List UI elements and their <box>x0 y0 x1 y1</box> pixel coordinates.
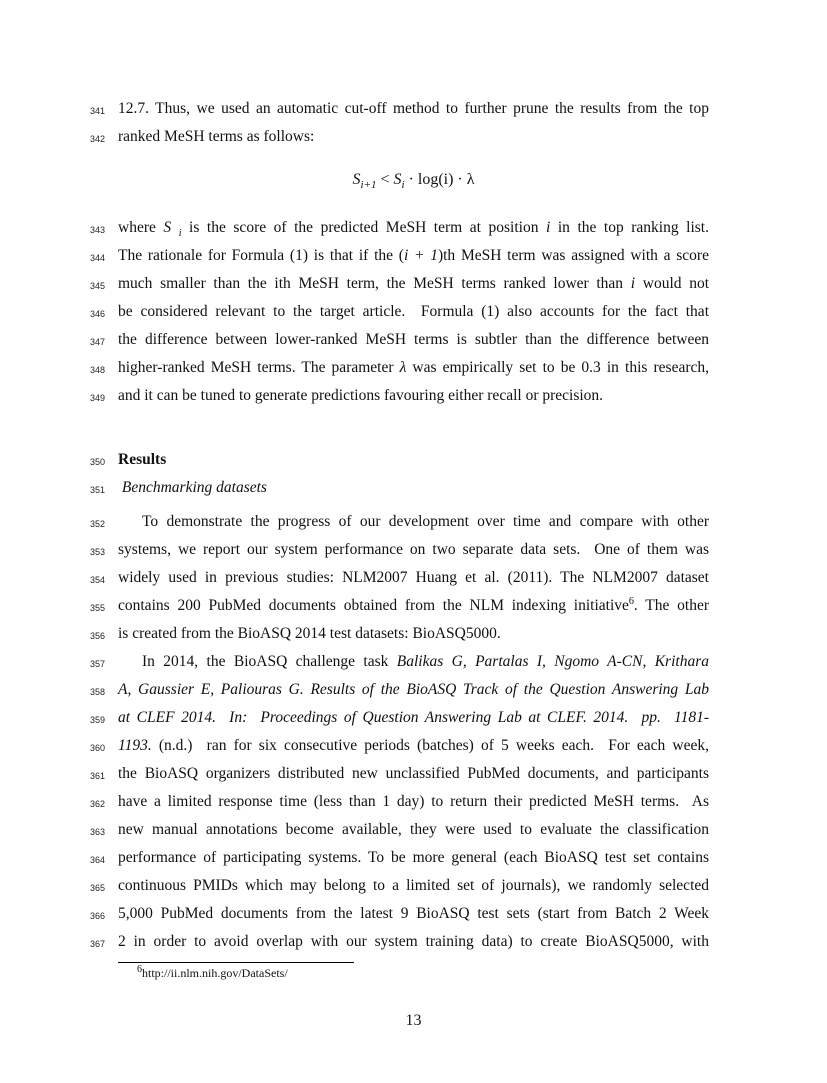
line-number: 357 <box>89 659 105 669</box>
text-line <box>0 736 827 764</box>
line-number: 366 <box>89 911 105 921</box>
line-text: the difference between lower-ranked MeSH terms is subtler than the difference between <box>118 331 709 348</box>
line-number: 343 <box>89 225 105 235</box>
line-number: 346 <box>89 309 105 319</box>
formula-1: $S_{i+1} < S_i \cdot \log(i) \cdot \lambda$ <box>352 171 475 192</box>
text-line <box>0 904 827 932</box>
line-number: 356 <box>89 631 105 641</box>
line-number: 354 <box>89 575 105 585</box>
line-text: A, Gaussier E, Paliouras G. Results of the BioASQ Track of the Question Answering Lab <box>118 681 709 698</box>
line-number: 350 <box>89 457 105 467</box>
line-text: To demonstrate the progress of our development over time and compare with other <box>142 513 709 530</box>
text-line <box>0 302 827 330</box>
text-line <box>0 450 827 478</box>
line-text: systems, we report our system performance on two separate data sets. One of them was <box>118 541 709 558</box>
line-text: Results <box>118 451 167 468</box>
text-line <box>0 820 827 848</box>
line-text: 1193. (n.d.) ran for six consecutive periods (batches) of 5 weeks each. For each week, <box>118 737 709 754</box>
footnote: $^6$http://ii.nlm.nih.gov/DataSets/ <box>137 964 288 980</box>
text-line <box>0 540 827 568</box>
text-line <box>0 876 827 904</box>
line-text: and it can be tuned to generate predictions favouring either recall or precision. <box>118 387 604 404</box>
line-number: 364 <box>89 855 105 865</box>
line-text: have a limited response time (less than 1 day) to return their predicted MeSH terms. As <box>118 793 709 810</box>
text-line <box>0 512 827 540</box>
line-number: 359 <box>89 715 105 725</box>
line-number: 344 <box>89 253 105 263</box>
line-number: 341 <box>89 106 105 116</box>
text-line <box>0 792 827 820</box>
line-number: 347 <box>89 337 105 347</box>
line-text: be considered relevant to the target article. Formula (1) also accounts for the fact that <box>118 303 709 320</box>
line-number: 342 <box>89 134 105 144</box>
line-text: Benchmarking datasets <box>118 479 267 496</box>
line-text: at CLEF 2014. In: Proceedings of Question Answering Lab at CLEF. 2014. pp. 1181- <box>118 709 709 726</box>
text-line <box>0 624 827 652</box>
text-line <box>0 680 827 708</box>
line-text: the BioASQ organizers distributed new unclassified PubMed documents, and participants <box>118 765 709 782</box>
text-line <box>0 386 827 414</box>
text-line <box>0 218 827 246</box>
page-number: 13 <box>405 1012 422 1029</box>
line-number: 360 <box>89 743 105 753</box>
line-text: continuous PMIDs which may belong to a limited set of journals), we randomly selected <box>118 877 709 894</box>
line-number: 351 <box>89 485 105 495</box>
line-text: where S $_i$ is the score of the predicted MeSH term at position i in the top ranking list. <box>118 219 709 240</box>
line-number: 362 <box>89 799 105 809</box>
text-line <box>0 596 827 624</box>
text-line <box>0 127 827 155</box>
line-text: 12.7. Thus, we used an automatic cut-off method to further prune the results from the top <box>118 100 709 117</box>
footnote-rule <box>118 962 354 963</box>
line-text: performance of participating systems. To be more general (each BioASQ test set contains <box>118 849 709 866</box>
line-text: The rationale for Formula (1) is that if the (i + 1)th MeSH term was assigned with a score <box>118 247 709 264</box>
line-text: 5,000 PubMed documents from the latest 9 BioASQ test sets (start from Batch 2 Week <box>118 905 709 922</box>
line-number: 355 <box>89 603 105 613</box>
line-number: 365 <box>89 883 105 893</box>
text-line <box>0 330 827 358</box>
line-text: much smaller than the ith MeSH term, the MeSH terms ranked lower than i would not <box>118 275 709 292</box>
text-line <box>0 652 827 680</box>
line-text: higher-ranked MeSH terms. The parameter λ was empirically set to be 0.3 in this research, <box>118 359 709 376</box>
text-line <box>0 99 827 127</box>
text-line <box>0 246 827 274</box>
line-text: 2 in order to avoid overlap with our system training data) to create BioASQ5000, with <box>118 933 709 950</box>
line-number: 363 <box>89 827 105 837</box>
text-line <box>0 932 827 960</box>
line-number: 367 <box>89 939 105 949</box>
text-line <box>0 274 827 302</box>
line-text: In 2014, the BioASQ challenge task Balikas G, Partalas I, Ngomo A-CN, Krithara <box>142 653 709 670</box>
line-number: 349 <box>89 393 105 403</box>
line-number: 345 <box>89 281 105 291</box>
line-text: contains 200 PubMed documents obtained from the NLM indexing initiative$^6$. The other <box>118 595 710 614</box>
text-line <box>0 568 827 596</box>
text-line <box>0 764 827 792</box>
line-number: 358 <box>89 687 105 697</box>
line-number: 348 <box>89 365 105 375</box>
line-text: new manual annotations become available, they were used to evaluate the classification <box>118 821 709 838</box>
text-line <box>0 478 827 506</box>
line-text: widely used in previous studies: NLM2007 Huang et al. (2011). The NLM2007 dataset <box>118 569 709 586</box>
text-line <box>0 708 827 736</box>
text-line <box>0 848 827 876</box>
line-number: 361 <box>89 771 105 781</box>
line-text: is created from the BioASQ 2014 test datasets: BioASQ5000. <box>118 625 501 642</box>
line-number: 353 <box>89 547 105 557</box>
line-text: ranked MeSH terms as follows: <box>118 128 315 145</box>
text-line <box>0 358 827 386</box>
line-number: 352 <box>89 519 105 529</box>
